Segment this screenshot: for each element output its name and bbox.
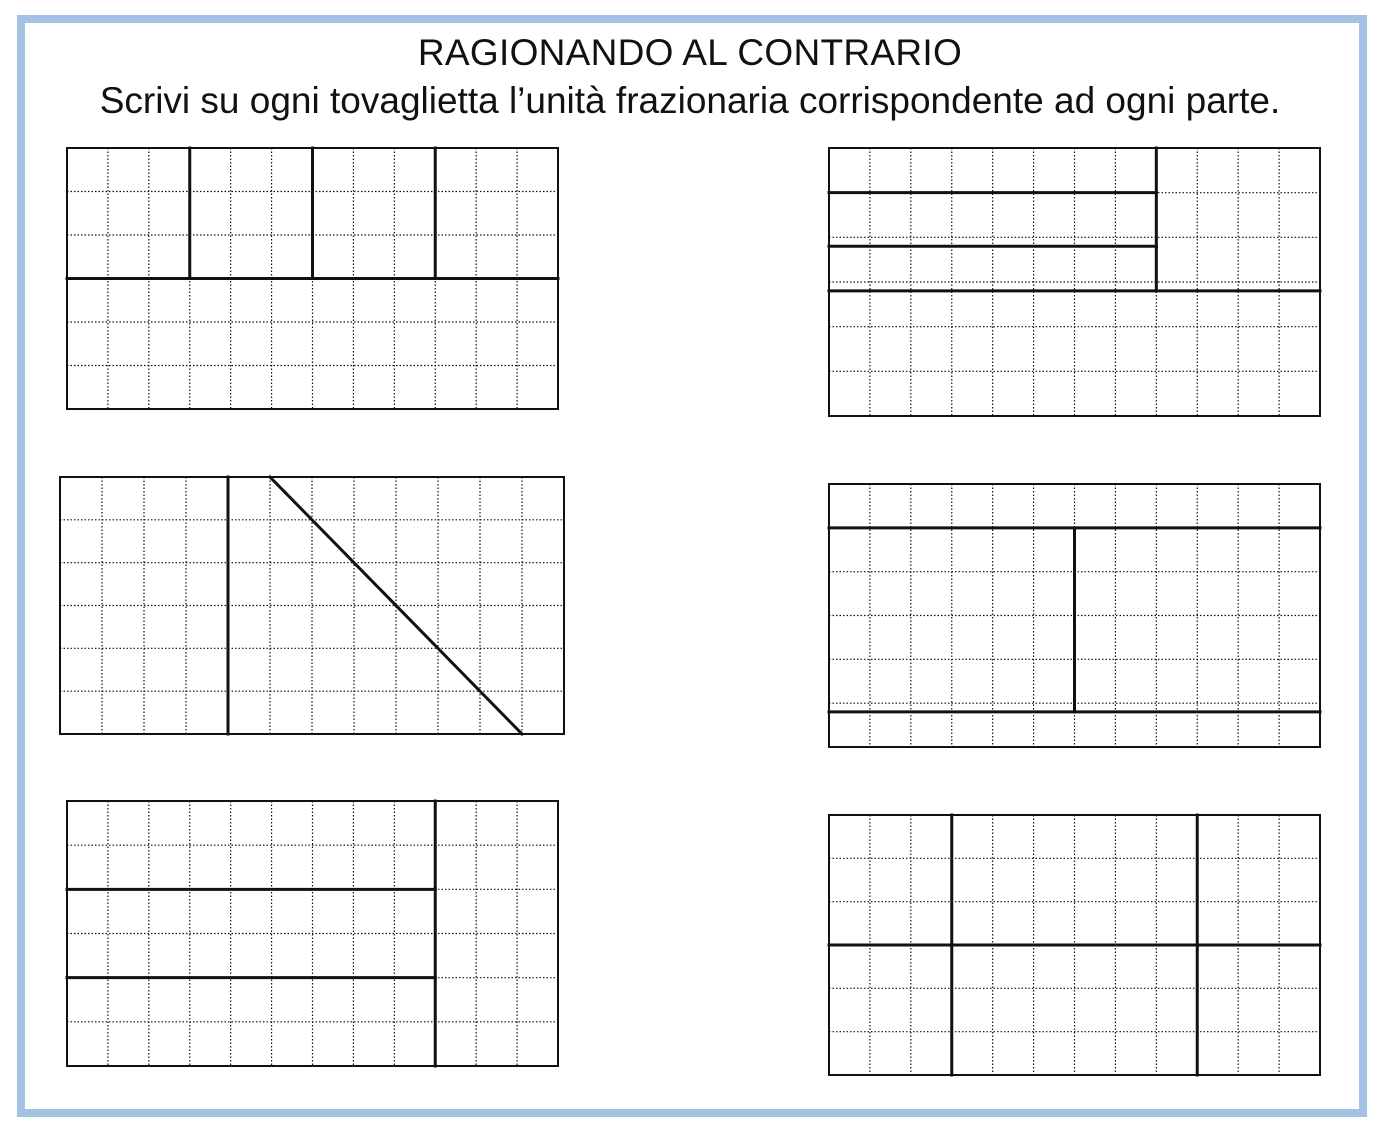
placemat-grid [67, 801, 558, 1066]
placemat-6 [829, 815, 1320, 1075]
placemat-1 [67, 148, 558, 409]
placemat-4 [829, 148, 1320, 416]
placemat-5 [829, 484, 1320, 747]
placemat-grid [829, 148, 1320, 416]
worksheet-instruction: Scrivi su ogni tovaglietta l’unità frazionaria corrispondente ad ogni parte. [99, 80, 1281, 121]
worksheet-title: RAGIONANDO AL CONTRARIO [417, 32, 963, 73]
placemat-2 [60, 477, 564, 734]
placemat-grid [67, 148, 558, 409]
placemat-grid [829, 815, 1320, 1075]
placemat-grid [60, 477, 564, 734]
placemat-grid [829, 484, 1320, 747]
placemat-3 [67, 801, 558, 1066]
